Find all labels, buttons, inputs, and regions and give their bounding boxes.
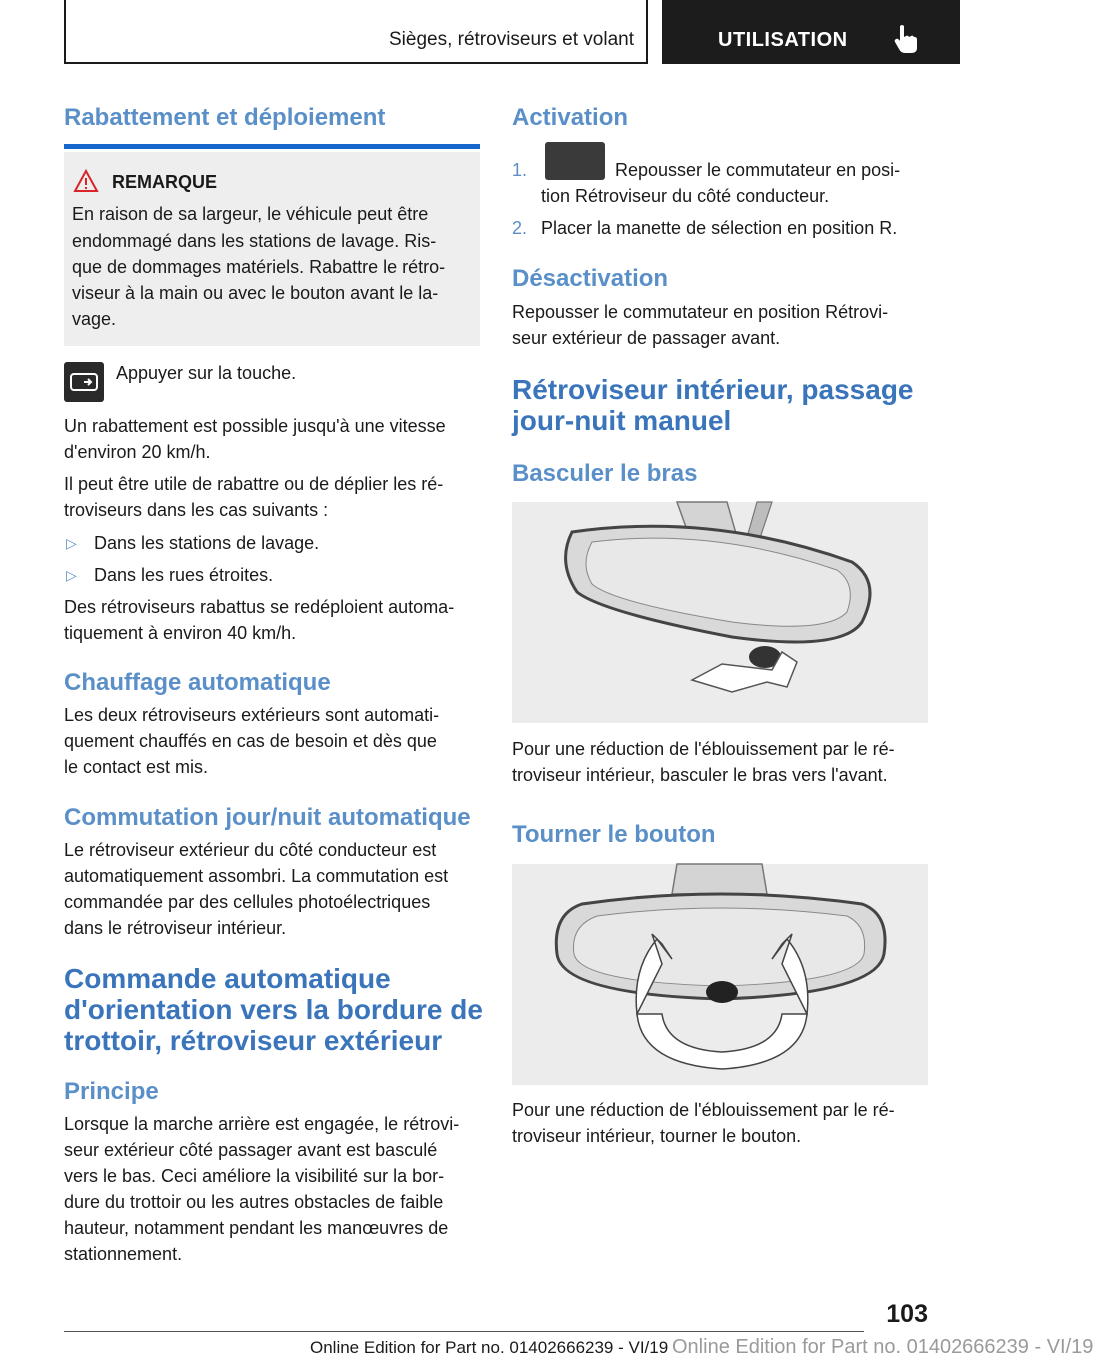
paragraph-line: tiquement à environ 40 km/h. [64, 623, 297, 643]
paragraph-line: d'environ 20 km/h. [64, 442, 211, 462]
heading-commutation: Commutation jour/nuit automatique [64, 804, 471, 831]
step-line: Placer la manette de sélection en position R. [541, 218, 898, 238]
mirror-arm-illustration [512, 502, 928, 723]
paragraph-line: troviseur intérieur, basculer le bras vers l'avant. [512, 765, 888, 785]
paragraph-line: seur extérieur de passager avant. [512, 328, 781, 348]
paragraph-line: troviseurs dans les cas suivants : [64, 500, 329, 520]
hand-pointer-icon [894, 24, 918, 54]
step-number: 2. [512, 218, 528, 238]
paragraph-line: automatiquement assombri. La commutation est [64, 866, 449, 886]
paragraph-line: Pour une réduction de l'éblouissement par le ré- [512, 739, 895, 759]
bullet-marker: ▷ [66, 535, 77, 551]
page-number: 103 [886, 1300, 928, 1328]
note-title: REMARQUE [112, 172, 218, 192]
paragraph-line: troviseur intérieur, tourner le bouton. [512, 1126, 802, 1146]
paragraph-line: Il peut être utile de rabattre ou de déplier les ré- [64, 474, 444, 494]
paragraph-line: Le rétroviseur extérieur du côté conducteur est [64, 840, 437, 860]
heading-activation: Activation [512, 104, 629, 131]
paragraph-line: seur extérieur côté passager avant est basculé [64, 1140, 438, 1160]
heading-interieur: jour-nuit manuel [512, 405, 732, 436]
figure-basculer [512, 502, 928, 723]
step-number: 1. [512, 160, 528, 180]
note-line: vage. [72, 309, 117, 329]
watermark-text: Online Edition for Part no. 01402666239 - VI/19 [672, 1336, 1093, 1358]
footer-rule [64, 1331, 864, 1332]
paragraph-line: Les deux rétroviseurs extérieurs sont automati- [64, 705, 440, 725]
mirror-fold-key-icon [64, 362, 104, 402]
chapter-tab[interactable] [662, 0, 960, 64]
paragraph-line: Lorsque la marche arrière est engagée, le rétrovi- [64, 1114, 460, 1134]
heading-desactivation: Désactivation [512, 265, 669, 292]
paragraph-line: Pour une réduction de l'éblouissement par le ré- [512, 1100, 895, 1120]
note-line: que de dommages matériels. Rabattre le rétro- [72, 257, 446, 277]
paragraph-line: quement chauffés en cas de besoin et dès que [64, 731, 437, 751]
heading-commande: trottoir, rétroviseur extérieur [64, 1025, 443, 1056]
paragraph-line: commandée par des cellules photoélectriques [64, 892, 431, 912]
figure-tourner [512, 864, 928, 1085]
note-line: En raison de sa largeur, le véhicule peut être [72, 204, 429, 224]
note-line: viseur à la main ou avec le bouton avant le la- [72, 283, 439, 303]
note-line: endommagé dans les stations de lavage. Ris- [72, 231, 437, 251]
edition-text: Online Edition for Part no. 01402666239 - VI/19 [310, 1338, 669, 1357]
heading-rabattement: Rabattement et déploiement [64, 104, 386, 131]
heading-tourner: Tourner le bouton [512, 821, 716, 848]
paragraph-line: dure du trottoir ou les autres obstacles de faible [64, 1192, 444, 1212]
paragraph-line: vers le bas. Ceci améliore la visibilité sur la bor- [64, 1166, 445, 1186]
mirror-knob-illustration [512, 864, 928, 1085]
heading-interieur: Rétroviseur intérieur, passage [512, 374, 914, 405]
warning-icon [74, 170, 98, 192]
paragraph-line: le contact est mis. [64, 757, 209, 777]
section-title: Sièges, rétroviseurs et volant [388, 29, 634, 50]
heading-commande: Commande automatique [64, 963, 391, 994]
paragraph-line: Repousser le commutateur en position Rétrovi- [512, 302, 889, 322]
list-item: Dans les stations de lavage. [94, 533, 320, 553]
heading-commande: d'orientation vers la bordure de [64, 994, 483, 1025]
chapter-label: UTILISATION [718, 29, 848, 51]
step-line: Repousser le commutateur en posi- [615, 160, 901, 180]
mirror-switch-icon [545, 142, 605, 180]
header-section-box [64, 0, 648, 64]
paragraph-line: hauteur, notamment pendant les manœuvres de [64, 1218, 449, 1238]
step-line: tion Rétroviseur du côté conducteur. [541, 186, 830, 206]
section-rule [64, 144, 480, 149]
bullet-marker: ▷ [66, 567, 77, 583]
heading-basculer: Basculer le bras [512, 460, 698, 487]
heading-principe: Principe [64, 1078, 159, 1105]
note-box [64, 152, 480, 346]
paragraph-line: Un rabattement est possible jusqu'à une vitesse [64, 416, 446, 436]
key-instruction: Appuyer sur la touche. [116, 363, 297, 383]
list-item: Dans les rues étroites. [94, 565, 274, 585]
paragraph-line: Des rétroviseurs rabattus se redéploient automa- [64, 597, 455, 617]
paragraph-line: stationnement. [64, 1244, 183, 1264]
paragraph-line: dans le rétroviseur intérieur. [64, 918, 287, 938]
heading-chauffage: Chauffage automatique [64, 669, 331, 696]
